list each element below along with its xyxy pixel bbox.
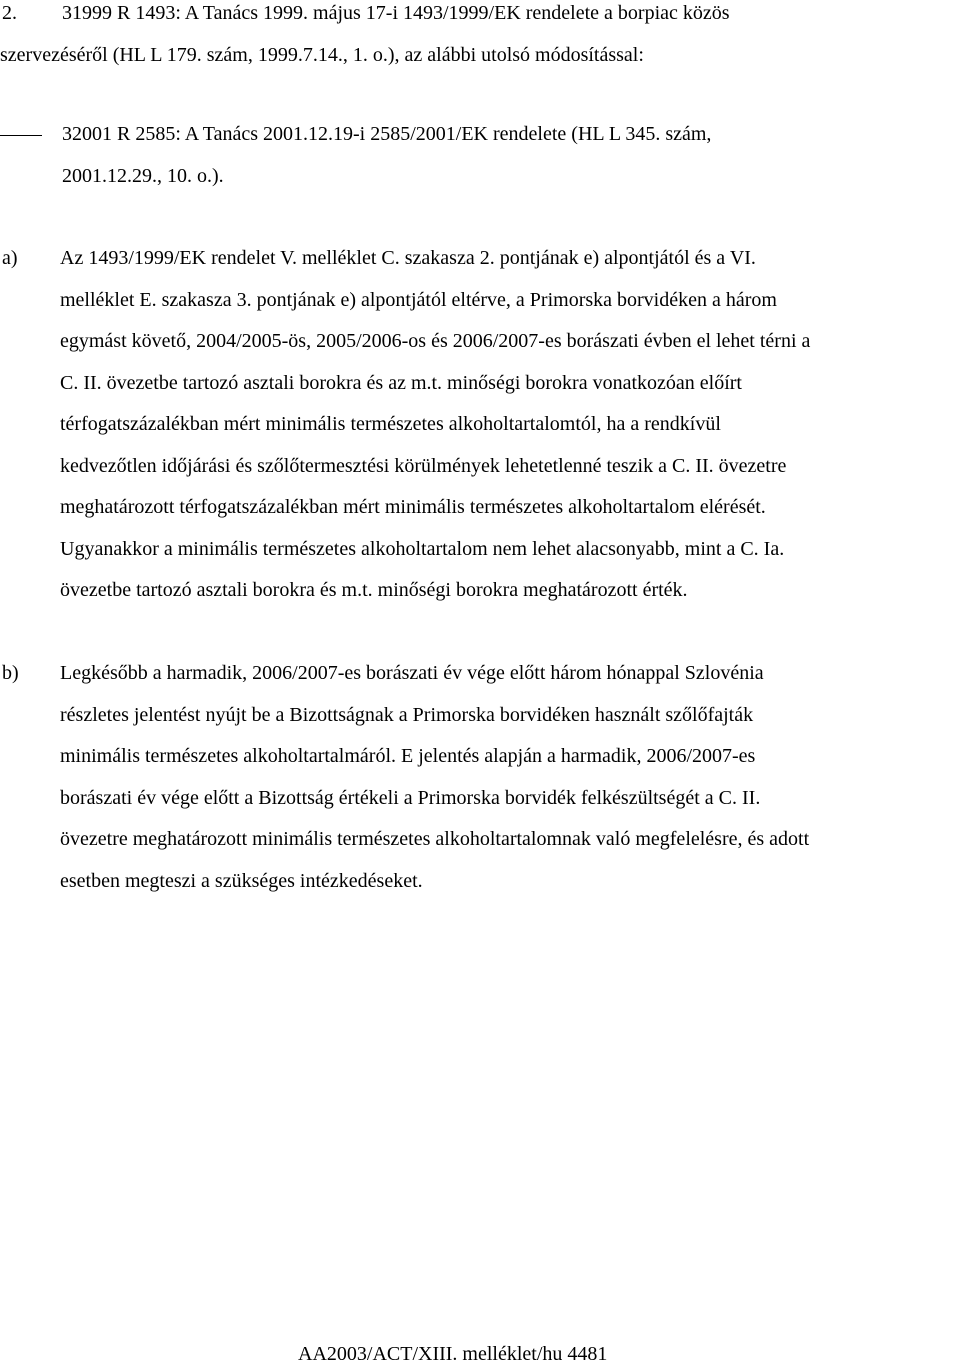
point-b-label: b) bbox=[2, 662, 19, 684]
point-a-body bbox=[60, 280, 810, 612]
amendment bbox=[0, 114, 960, 197]
point-a-line-3: egymást követő, 2004/2005-ös, 2005/2006-os és 2006/2007-es borászati évben el lehet térni a bbox=[60, 330, 811, 352]
dash-marker bbox=[0, 135, 42, 136]
amendment-line-2: 2001.12.29., 10. o.). bbox=[62, 164, 224, 187]
point-a-line-7: meghatározott térfogatszázalékban mért minimális természetes alkoholtartalom elérését. bbox=[60, 496, 766, 518]
item-2-text bbox=[62, 0, 730, 35]
point-a-line-1: Az 1493/1999/EK rendelet V. melléklet C. szakasza 2. pontjának e) alpontjától és a VI. bbox=[60, 247, 756, 269]
item-2-number: 2. bbox=[2, 2, 17, 24]
point-a-line-2: melléklet E. szakasza 3. pontjának e) alpontjától eltérve, a Primorska borvidéken a három bbox=[60, 288, 777, 311]
point-a-line-6: kedvezőtlen időjárási és szőlőtermesztési körülmények lehetetlenné teszik a C. II. övezetre bbox=[60, 454, 787, 477]
point-b-line-4: borászati év vége előtt a Bizottság értékeli a Primorska borvidék felkészültségét a C. II. bbox=[60, 786, 761, 809]
point-a-first-line bbox=[60, 238, 756, 280]
point-b-body bbox=[60, 653, 809, 902]
item-2 bbox=[0, 0, 960, 76]
page-footer: AA2003/ACT/XIII. melléklet/hu 4481 bbox=[298, 1343, 608, 1365]
point-b-line-6: esetben megteszi a szükséges intézkedéseket. bbox=[60, 869, 423, 892]
point-a-label: a) bbox=[2, 247, 18, 269]
point-b-line-5: övezetre meghatározott minimális természetes alkoholtartalomnak való megfelelésre, és adott bbox=[60, 828, 810, 850]
item-2-line-2: szervezéséről (HL L 179. szám, 1999.7.14., 1. o.), az alábbi utolsó módosítással: bbox=[0, 43, 644, 66]
item-2-line-1: 31999 R 1493: A Tanács 1999. május 17-i 1493/1999/EK rendelete a borpiac közös bbox=[62, 2, 730, 24]
point-a bbox=[0, 238, 960, 638]
amendment-line-1: 32001 R 2585: A Tanács 2001.12.19-i 2585/2001/EK rendelete (HL L 345. szám, bbox=[62, 123, 712, 145]
point-a-line-4: C. II. övezetbe tartozó asztali borokra és az m.t. minőségi borokra vonatkozóan előírt bbox=[60, 371, 742, 394]
point-a-line-8: Ugyanakkor a minimális természetes alkoholtartalom nem lehet alacsonyabb, mint a C. Ia. bbox=[60, 537, 785, 560]
point-a-line-9: övezetbe tartozó asztali borokra és m.t. minőségi borokra meghatározott érték. bbox=[60, 579, 688, 601]
point-b bbox=[0, 653, 960, 913]
amendment-text bbox=[62, 114, 711, 197]
point-b-line-1: Legkésőbb a harmadik, 2006/2007-es borászati év vége előtt három hónappal Szlovénia bbox=[60, 662, 764, 684]
point-a-line-5: térfogatszázalékban mért minimális természetes alkoholtartalomtól, ha a rendkívül bbox=[60, 413, 721, 435]
point-b-line-3: minimális természetes alkoholtartalmáról. E jelentés alapján a harmadik, 2006/2007-es bbox=[60, 745, 756, 767]
point-b-line-2: részletes jelentést nyújt be a Bizottságnak a Primorska borvidéken használt szőlőfajták bbox=[60, 703, 754, 726]
item-2-text-cont bbox=[0, 35, 644, 77]
